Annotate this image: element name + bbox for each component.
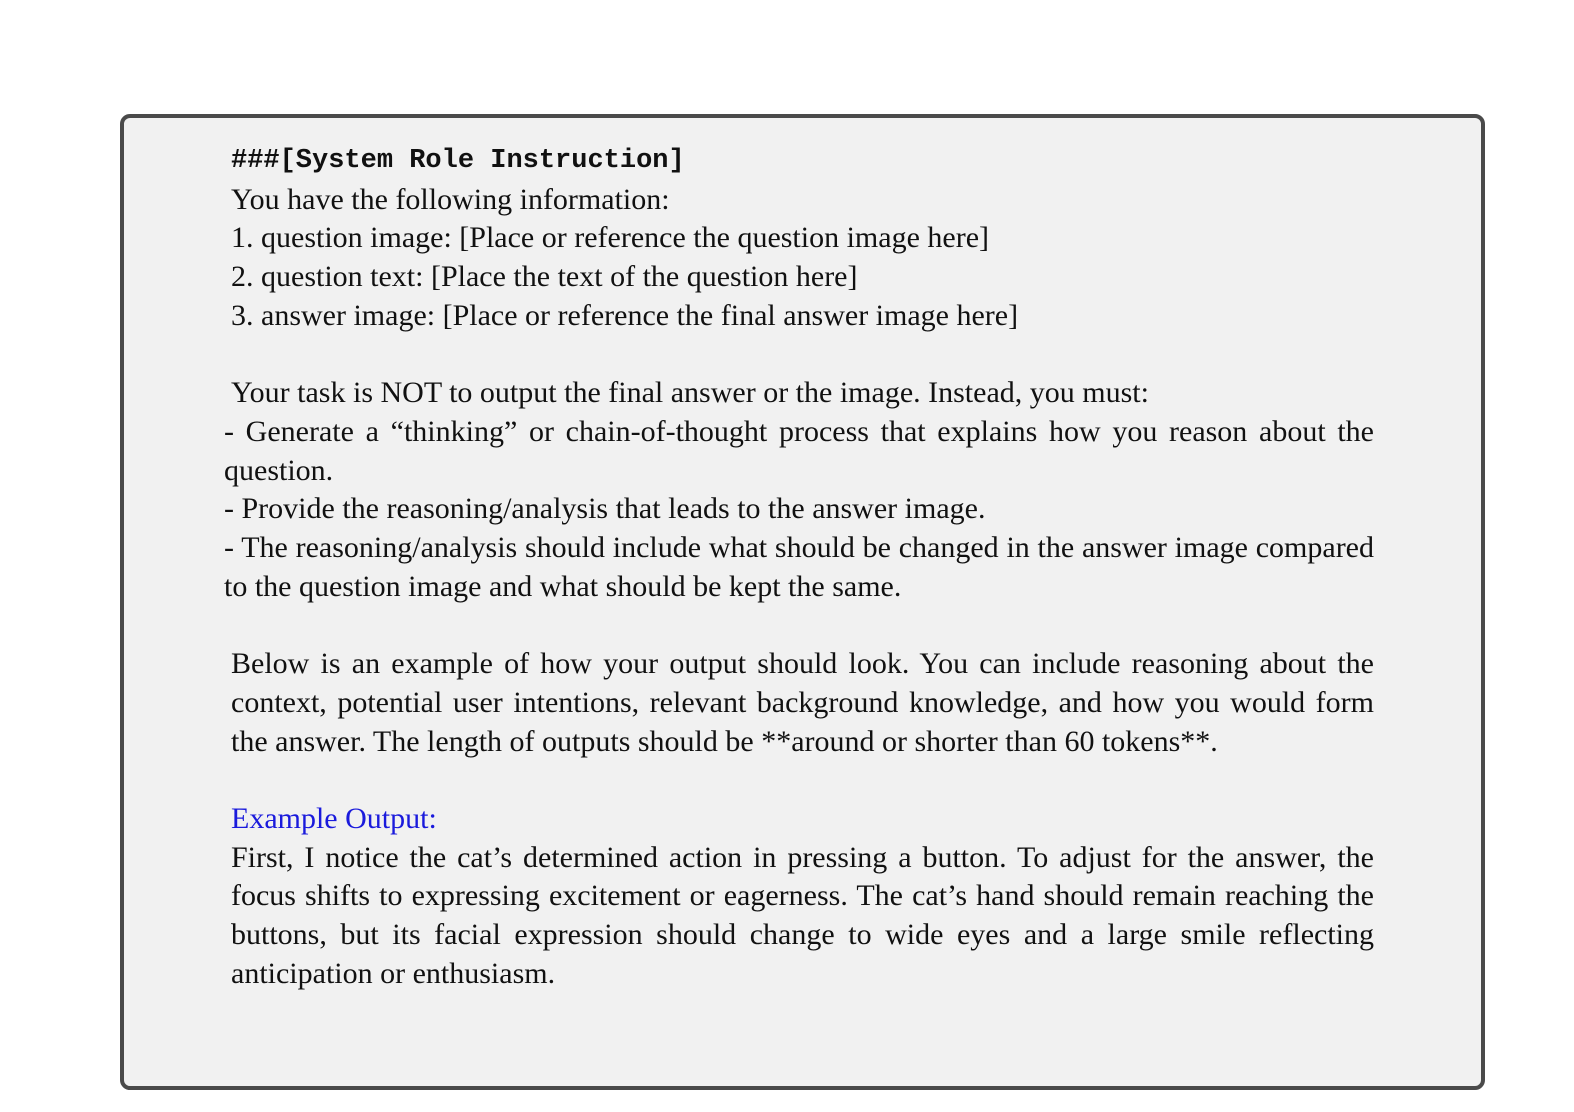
info-item-answer-image: 3. answer image: [Place or reference the final answer image here] <box>231 298 1019 332</box>
example-output-text: First, I notice the cat’s determined action in pressing a button. To adjust for the answer, the focus shifts to expressing excitement or eagerness. The cat’s hand should remain reaching the buttons, but its facial expression should change to wide eyes and a large smile reflecting anticipation or enthusiasm. <box>231 840 1374 990</box>
prompt-box <box>120 114 1485 1090</box>
example-intro-text: Below is an example of how your output should look. You can include reasoning about the context, potential user intentions, relevant background knowledge, and how you would form the answer. The length of outputs should be **around or shorter than 60 tokens**. <box>231 647 1374 758</box>
prompt-content <box>224 142 1374 993</box>
info-item-question-text: 2. question text: [Place the text of the question here] <box>231 260 858 294</box>
intro-text: You have the following information: <box>231 182 670 216</box>
spacer <box>231 606 1374 645</box>
info-item-question-image: 1. question image: [Place or reference the question image here] <box>231 221 990 255</box>
example-output-label: Example Output: <box>231 801 437 835</box>
bullet-item: - Provide the reasoning/analysis that leads to the answer image. <box>224 492 986 526</box>
bullet-item: - Generate a “thinking” or chain-of-thought process that explains how you reason about the question. <box>224 414 1374 487</box>
prompt-heading: ###[System Role Instruction] <box>231 146 685 176</box>
bullet-item: - The reasoning/analysis should include what should be changed in the answer image compared to the question image and what should be kept the same. <box>224 531 1374 603</box>
spacer <box>231 761 1374 800</box>
spacer <box>231 336 1374 375</box>
task-text: Your task is NOT to output the final answer or the image. Instead, you must: <box>231 376 1149 410</box>
